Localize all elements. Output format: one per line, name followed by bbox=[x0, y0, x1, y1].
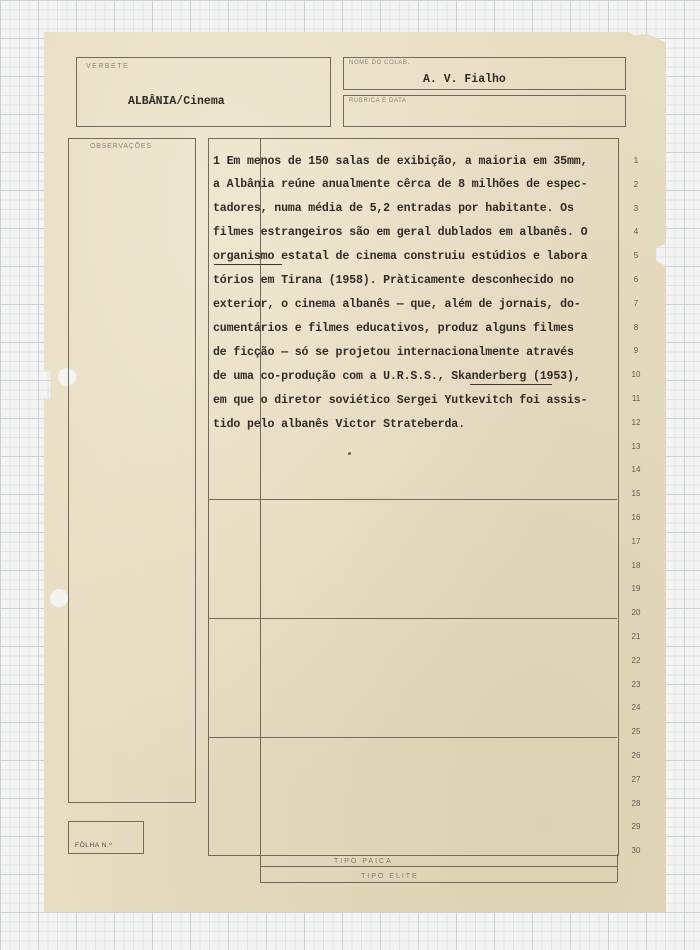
body-line-1: 1 Em menos de 150 salas de exibição, a maioria em 35mm, bbox=[213, 155, 588, 168]
footer-rule-paica bbox=[260, 866, 617, 867]
body-line-2: a Albânia reúne anualmente cêrca de 8 milhões de espec- bbox=[213, 178, 588, 191]
line-number: 24 bbox=[631, 703, 641, 713]
pen-underline-organismo bbox=[214, 264, 282, 265]
line-number: 9 bbox=[633, 346, 639, 356]
ink-dot bbox=[348, 452, 351, 455]
section-divider-20 bbox=[208, 618, 617, 619]
line-number: 20 bbox=[631, 608, 641, 618]
line-number: 27 bbox=[631, 774, 641, 784]
line-number: 6 bbox=[633, 275, 639, 284]
observacoes-box bbox=[68, 138, 196, 803]
observacoes-caption: OBSERVAÇÕES bbox=[90, 143, 152, 150]
line-number: 25 bbox=[631, 727, 641, 737]
verbete-value: ALBÂNIA/Cinema bbox=[128, 95, 225, 108]
line-number: 17 bbox=[631, 536, 641, 546]
author-value: A. V. Fialho bbox=[423, 73, 506, 86]
body-line-10: de uma co-produção com a U.R.S.S., Skanderberg (1953), bbox=[213, 370, 581, 383]
body-line-4: filmes estrangeiros são em geral dublados em albanês. O bbox=[213, 226, 588, 239]
line-number: 10 bbox=[631, 370, 641, 380]
folha-box bbox=[68, 821, 144, 854]
line-number: 4 bbox=[633, 227, 639, 237]
verbete-caption: VERBETE bbox=[86, 63, 130, 70]
date-caption: RUBRICA E DATA bbox=[349, 98, 407, 104]
section-divider-25 bbox=[208, 737, 617, 738]
line-number: 1 bbox=[633, 156, 639, 165]
body-line-6: tórios em Tirana (1958). Pràticamente desconhecido no bbox=[213, 274, 574, 287]
footer-right-rule bbox=[617, 854, 618, 882]
body-line-3: tadores, numa média de 5,2 entradas por habitante. Os bbox=[213, 202, 574, 215]
author-caption: NOME DO COLAB. bbox=[349, 60, 410, 66]
line-number: 29 bbox=[631, 822, 641, 832]
line-number: 14 bbox=[631, 465, 641, 475]
line-number: 30 bbox=[631, 846, 641, 856]
footer-rule-elite bbox=[260, 882, 617, 883]
line-number: 28 bbox=[631, 798, 641, 808]
body-line-9: de ficção — só se projetou internacionalmente através bbox=[213, 346, 574, 359]
line-number: 22 bbox=[631, 655, 641, 665]
folha-caption: FÔLHA N.º bbox=[75, 842, 113, 849]
line-number: 21 bbox=[631, 632, 641, 641]
line-number: 15 bbox=[631, 489, 641, 499]
line-number: 13 bbox=[631, 441, 641, 451]
body-line-11: em que o diretor soviético Sergei Yutkevitch foi assis- bbox=[213, 394, 588, 407]
line-number: 11 bbox=[631, 394, 641, 403]
line-number: 7 bbox=[633, 298, 639, 308]
body-line-5: organismo estatal de cinema construiu estúdios e labora bbox=[213, 250, 588, 263]
line-number: 26 bbox=[631, 751, 641, 760]
tipo-elite-label: TIPO ELITE bbox=[361, 873, 419, 880]
body-line-12: tido pelo albanês Victor Strateberda. bbox=[213, 418, 465, 431]
body-line-7: exterior, o cinema albanês — que, além de jornais, do- bbox=[213, 298, 581, 311]
line-number: 18 bbox=[631, 560, 641, 570]
line-number: 16 bbox=[631, 513, 641, 522]
line-number: 19 bbox=[631, 584, 641, 594]
line-number: 3 bbox=[633, 203, 639, 213]
line-number: 5 bbox=[633, 251, 639, 261]
text-area-frame bbox=[208, 138, 619, 856]
line-number: 8 bbox=[633, 322, 639, 332]
punch-hole-lower bbox=[50, 589, 68, 607]
body-line-8: cumentários e filmes educativos, produz alguns filmes bbox=[213, 322, 574, 335]
pen-underline-skanderberg bbox=[470, 384, 552, 385]
line-number: 2 bbox=[633, 179, 639, 189]
section-divider-15 bbox=[208, 499, 617, 500]
tipo-paica-label: TIPO PAICA bbox=[334, 858, 393, 865]
line-number: 23 bbox=[631, 679, 641, 689]
line-number: 12 bbox=[631, 417, 641, 427]
